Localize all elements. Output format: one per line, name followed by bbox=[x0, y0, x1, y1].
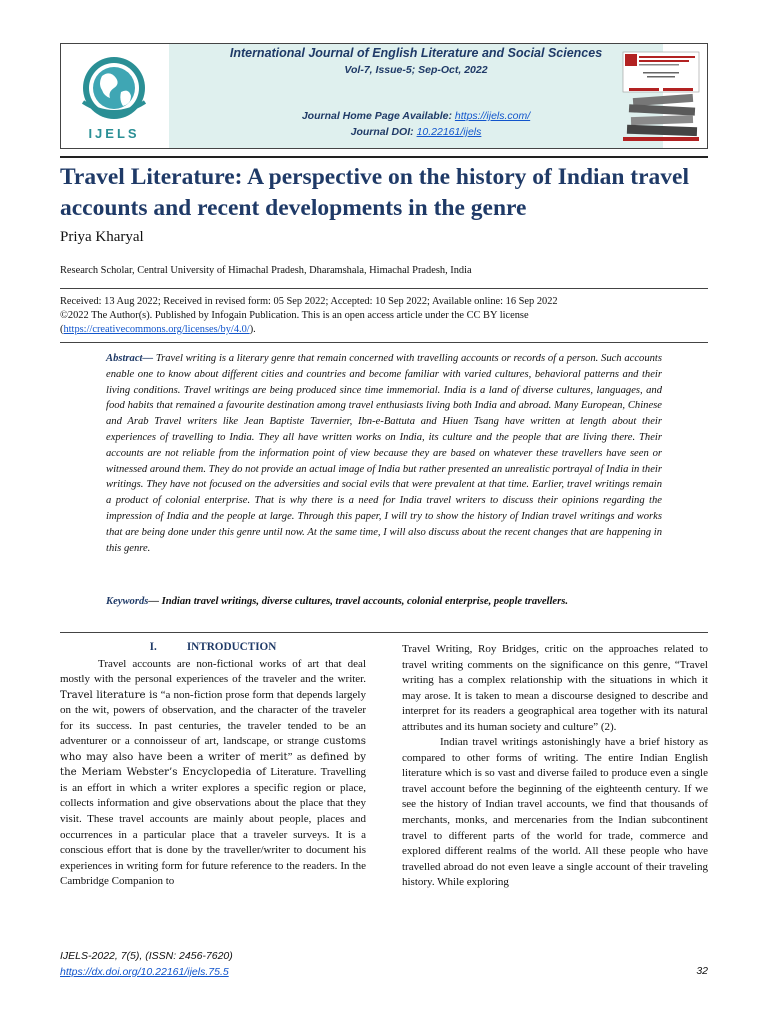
article-author: Priya Kharyal bbox=[60, 229, 144, 245]
body-left-column bbox=[60, 640, 366, 890]
journal-homepage bbox=[169, 110, 663, 122]
intro-text-3: “a non-fiction prose form that depends largely on the wit, powers of observation, and the character of the traveler for its success. In past centuries, the traveler tended to be an adventurer or a connoisseur of art, landscape, or strange bbox=[60, 688, 366, 748]
header-info bbox=[169, 44, 663, 148]
intro-text-6: defined by the Meriam Webster’s Encyclopedia of bbox=[60, 751, 367, 779]
doi-label: Journal DOI: bbox=[350, 126, 417, 138]
intro-paragraph-1 bbox=[60, 657, 366, 890]
abstract-text: Travel writing is a literary genre that remain concerned with travelling accounts or records of a person. Such accounts enable one to know about different cities and countries and become familiar with varied cultures, behavioral patterns and their living conditions. Travel writings are being produced since time immemorial. India is a land of diverse cultures, languages, and food habits that remained a favourite destination among travel enthusiasts living both India and abroad. Many European, Chinese and Arab Travel writers like Jean Baptiste Tavernier, Ibn-e-Battuta and Hiuen Tsang have written at length about their experiences of travelling to India. They all have written works on India, its culture and the people that are living there. Their accounts are not reliable from the information point of view because they are based on whatever these travellers have seen or witnessed around them. They do not provide an actual image of India but rather presented an unrealistic portrayal of India in their writings. They have not focused on the adversities and social evils that were prevalent at that time. Earlier, travel writings remain a product of colonial enterprise. That is why there is a need for India travel writers to discuss their opinions regarding the impression of India and the people at large. Through this paper, I will try to show the history of Indian travel writings and works that are being done under this genre until now. At the same time, I will also discuss about the recent changes that are happening in this genre. bbox=[106, 353, 662, 554]
author-affiliation: Research Scholar, Central University of Himachal Pradesh, Dharamshala, Himachal Pradesh, India bbox=[60, 265, 472, 276]
journal-issue: Vol-7, Issue-5; Sep-Oct, 2022 bbox=[344, 64, 488, 76]
journal-cover-image bbox=[619, 50, 703, 144]
body-right-column bbox=[402, 642, 708, 891]
keywords-label: Keywords bbox=[106, 596, 149, 607]
journal-doi bbox=[169, 126, 663, 138]
homepage-label: Journal Home Page Available: bbox=[301, 110, 455, 122]
homepage-link[interactable]: https://ijels.com/ bbox=[454, 110, 531, 122]
license-link[interactable]: https://creativecommons.org/licenses/by/4.0/ bbox=[63, 324, 250, 335]
article-license bbox=[60, 323, 710, 337]
article-dates: Received: 13 Aug 2022; Received in revised form: 05 Sep 2022; Accepted: 10 Sep 2022; Available online: 16 Sep 2022 bbox=[60, 296, 558, 307]
section-number: I. bbox=[149, 641, 157, 653]
affiliation-rule bbox=[60, 288, 708, 289]
footer-doi-link[interactable]: https://dx.doi.org/10.22161/ijels.75.5 bbox=[60, 966, 229, 978]
license-close: ). bbox=[249, 324, 256, 335]
article-copyright: ©2022 The Author(s). Published by Infogain Publication. This is an open access article under the CC BY license bbox=[60, 310, 529, 321]
section-title: INTRODUCTION bbox=[186, 641, 277, 653]
intro-text-2: Travel literature is bbox=[60, 689, 158, 701]
journal-header bbox=[60, 43, 708, 149]
intro-text-4: customs who may also have been a writer of merit bbox=[60, 736, 366, 763]
footer-citation-block bbox=[60, 948, 233, 980]
section-heading bbox=[60, 640, 366, 656]
abstract-label: Abstract— bbox=[106, 353, 154, 364]
abstract-top-rule bbox=[60, 342, 708, 343]
article-title: Travel Literature: A perspective on the history of Indian travel accounts and recent developments in the genre bbox=[60, 164, 689, 221]
abstract-bottom-rule bbox=[60, 632, 708, 633]
page-number: 32 bbox=[696, 965, 708, 977]
intro-text-5: ” as bbox=[287, 750, 311, 763]
header-rule bbox=[60, 156, 708, 158]
abstract bbox=[106, 351, 662, 556]
intro-text-1: Travel accounts are non-fictional works of art that deal mostly with the personal experiences of the traveler and the writer. bbox=[60, 657, 366, 686]
article-history bbox=[60, 295, 710, 337]
journal-name: International Journal of English Literature and Social Sciences bbox=[229, 46, 603, 60]
keywords-text: — Indian travel writings, diverse cultures, travel accounts, colonial enterprise, people travellers. bbox=[148, 596, 568, 607]
keywords bbox=[106, 594, 662, 610]
footer-citation: IJELS-2022, 7(5), (ISSN: 2456-7620) bbox=[60, 950, 233, 962]
intro-text-7: Literature. Travelling is an effort in which a writer explores a specific region or place, collects information and give observations about the place that they visit. These travel accounts are mainly about people, places and occurrences in a particular place that a traveler surveys. It is a conscious effort that is done by the traveller/writer to document his experiences in writing form for future reference to the readers. In the Cambridge Companion to bbox=[60, 766, 367, 888]
intro-paragraph-2: Travel Writing, Roy Bridges, critic on the approaches related to travel writing comments on the significance on this genre, “Travel writing has a complex relationship with the situations in which it may arose. It is taken to mean a discourse designed to describe and interpret for its readers a geographical area together with its natural attributes and its human society and culture” (2). bbox=[402, 643, 708, 733]
doi-link[interactable]: 10.22161/ijels bbox=[416, 126, 482, 138]
intro-paragraph-3: Indian travel writings astonishingly have a brief history as compared to other forms of writing. The entire Indian English literature which is so vast and diverse failed to produce even a single travel account before the beginning of the eighteenth century. If we see the history of Indian travel accounts, we find that thousands of merchants, monks, and mercenaries from the Indian subcontinent travel to different parts of the world for trade, commerce and explored different realms of the world. All these people who have travelled abroad do not even leave a single account of their traveling history. While exploring bbox=[402, 736, 708, 889]
ijels-logo bbox=[69, 52, 159, 142]
license-open: ( bbox=[60, 324, 64, 335]
logo-text: IJELS bbox=[88, 126, 140, 141]
